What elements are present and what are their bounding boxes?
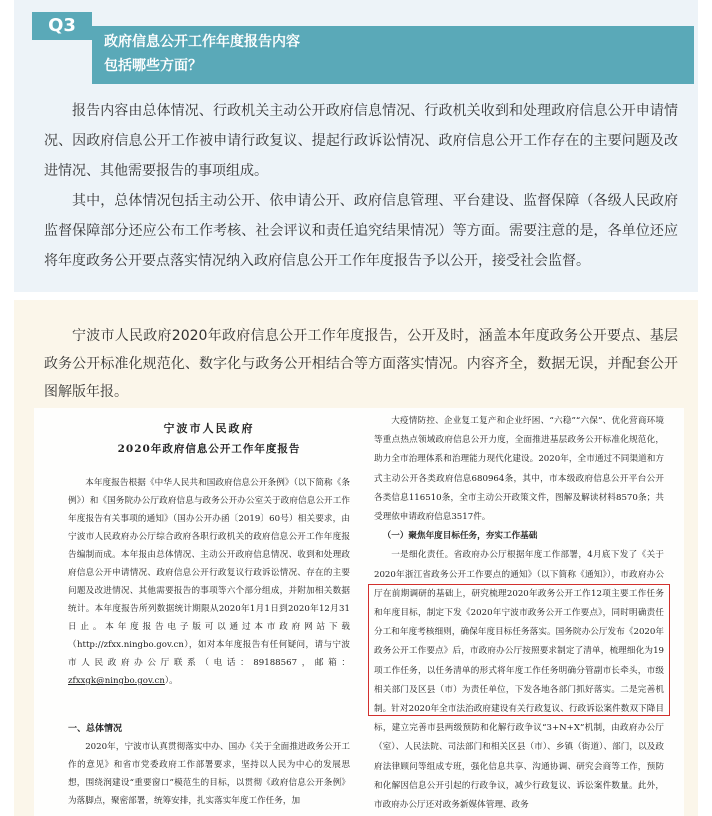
answer-paragraph-1: 报告内容由总体情况、行政机关主动公开政府信息情况、行政机关收到和处理政府信息公开申请情况、因政府信息公开工作被申请行政复议、提起行政诉讼情况、政府信息公开工作存在的主要问题及改进情况、其他需要报告的事项组成。 xyxy=(44,103,678,179)
report-intro-text: 本年度报告根据《中华人民共和国政府信息公开条例》（以下简称《条例》）和《国务院办公厅政府信息与政务公开办公室关于政府信息公开工作年度报告有关事项的通知》（国办公开办函〔2019〕60号）相关要求，由宁波市人民政府办公厅综合政府各职行政机关的政府信息公开工作年度报告编制而成。本年报由总体情况、主动公开政府信息情况、收到和处理政府信息公开申请情况、政府信息公开行政复议行政诉讼情况、存在的主要问题及改进情况、其他需要报告的事项等六个部分组成，并附加相关数据统计。本年度报告所列数据统计期限从2020年1月1日到2020年12月31日止。本年度报告电子版可以通过本市政府网站下载（http://zfxx.ningbo.gov.cn），如对本年度报告有任何疑问，请与宁波市人民政府办公厅联系（电话：89188567，邮箱： xyxy=(68,478,350,668)
report-title-issuer: 宁波市人民政府 xyxy=(163,422,255,435)
report-intro-paragraph xyxy=(68,474,350,690)
answer-paragraph-2: 其中，总体情况包括主动公开、依申请公开、政府信息管理、平台建设、监督保障（各级人民政府监督保障部分还应公布工作考核、社会评议和责任追究结果情况）等方面。需要注意的是，各单位还应将年度政务公开要点落实情况纳入政府信息公开工作年度报告予以公开，接受社会监督。 xyxy=(44,193,678,269)
highlight-box xyxy=(368,584,670,716)
report-title: 2020年政府信息公开工作年度报告 xyxy=(117,443,301,455)
question-banner xyxy=(92,26,694,84)
report-intro-end: ）。 xyxy=(164,676,178,686)
report-subsection-heading: （一）聚焦年度目标任务，夯实工作基础 xyxy=(382,531,538,542)
report-email: zfxxgk@ningbo.gov.cn xyxy=(68,676,165,686)
report-left-column xyxy=(68,420,350,810)
question-line-2: 包括哪些方面？ xyxy=(104,58,202,74)
question-line-1: 政府信息公开工作年度报告内容 xyxy=(104,34,300,50)
report-overview-paragraph: 2020年，宁波市认真贯彻落实中办、国办《关于全面推进政务公开工作的意见》和省市党委政府工作部署要求，坚持以人民为中心的发展思想，围绕润建设“重要窗口”模范生的目标，以贯彻《政府信息公开条例》为落脚点，聚密部署，统筹安排，扎实落实年度工作任务，加 xyxy=(68,742,350,806)
question-number-badge: Q3 xyxy=(32,12,92,40)
report-right-paragraph-2: 一是细化责任。省政府办公厅根据年度工作部署，4月底下发了《关于2020年浙江省政务公开工作要点的通知》（以下简称《通知》），市政府办公厅在前期调研的基础上，研究梳理2020年政务公开工作12项主要工作任务和年度目标，制定下发《2020年宁波市政务公开工作要点》，同时明确责任分工和年度考核细则，确保年度目标任务落实。国务院办公厅发布《2020年政务公开工作要点》后，市政府办公厅按照要求制定了清单，梳理细化为19项工作任务，以任务清单的形式将年度工作任务明确分管副市长牵头，市级相关部门及区县（市）为责任单位，下发各地各部门抓好落实。二是完善机制。针对2020年全市法治政府建设有关行政复议、行政诉讼案件数双下降目标，建立完善市县两级预防和化解行政争议“3+N+X”机制，由政府办公厅（室）、人民法院、司法部门和相关区县（市）、乡镇（街道）、部门，以及政府法律顾问等组成专班，强化信息共享、沟通协调、研究会商等工作，预防和化解因信息公开引起的行政争议，减少行政复议、诉讼案件数量。此外，市政府办公厅还对政务新媒体管理、政务 xyxy=(374,550,664,811)
report-section-heading: 一、总体情况 xyxy=(68,724,123,734)
report-scan-image xyxy=(34,408,684,816)
report-right-paragraph-1: 大疫情防控、企业复工复产和企业纾困、“六稳”“六保”、优化营商环境等重点热点领域政府信息公开力度，全面推进基层政务公开标准化规范化，助力全市治理体系和治理能力现代化建设。2020年，全市通过不同渠道和方式主动公开各类政府信息680964条，其中，市本级政府信息公开平台公开各类信息116510条，全市主动公开政策文件，图解及解读材料8570条；共受理依申请政府信息3517件。 xyxy=(374,416,664,523)
example-intro-paragraph: 宁波市人民政府2020年政府信息公开工作年度报告，公开及时，涵盖本年度政务公开要点、基层政务公开标准化规范化、数字化与政务公开相结合等方面落实情况。内容齐全，数据无误，并配套公开图解版年报。 xyxy=(44,328,678,400)
example-intro xyxy=(44,322,678,406)
answer-text xyxy=(44,96,678,276)
